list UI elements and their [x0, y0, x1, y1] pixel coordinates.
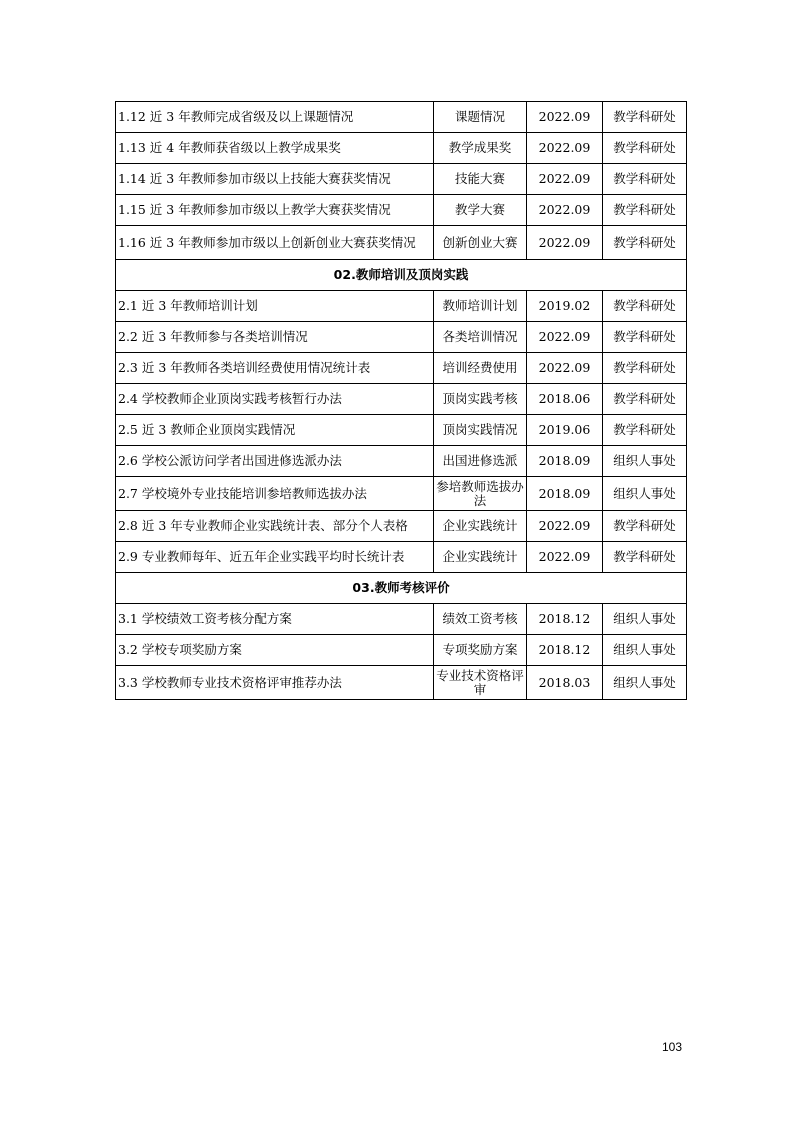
document-short-name: 专业技术资格评审 [434, 666, 527, 700]
responsible-department: 教学科研处 [603, 102, 687, 133]
document-name: 1.14 近 3 年教师参加市级以上技能大赛获奖情况 [116, 164, 434, 195]
table-row [116, 133, 687, 164]
section-heading: 02.教师培训及顶岗实践 [116, 260, 687, 291]
table-row [116, 102, 687, 133]
document-name: 2.9 专业教师每年、近五年企业实践平均时长统计表 [116, 542, 434, 573]
responsible-department: 组织人事处 [603, 477, 687, 511]
table-row [116, 666, 687, 700]
document-name: 2.8 近 3 年专业教师企业实践统计表、部分个人表格 [116, 511, 434, 542]
responsible-department: 教学科研处 [603, 384, 687, 415]
document-short-name: 创新创业大赛 [434, 226, 527, 260]
document-date: 2022.09 [527, 322, 603, 353]
table-row [116, 511, 687, 542]
responsible-department: 教学科研处 [603, 291, 687, 322]
document-date: 2022.09 [527, 226, 603, 260]
document-name: 3.1 学校绩效工资考核分配方案 [116, 604, 434, 635]
document-date: 2019.02 [527, 291, 603, 322]
table-row [116, 446, 687, 477]
responsible-department: 教学科研处 [603, 226, 687, 260]
responsible-department: 教学科研处 [603, 322, 687, 353]
document-name: 2.7 学校境外专业技能培训参培教师选拔办法 [116, 477, 434, 511]
responsible-department: 组织人事处 [603, 666, 687, 700]
document-short-name: 企业实践统计 [434, 542, 527, 573]
document-short-name: 出国进修选派 [434, 446, 527, 477]
table-row [116, 604, 687, 635]
document-short-name: 培训经费使用 [434, 353, 527, 384]
table-row [116, 635, 687, 666]
document-name: 1.13 近 4 年教师获省级以上教学成果奖 [116, 133, 434, 164]
document-short-name: 课题情况 [434, 102, 527, 133]
table-row [116, 542, 687, 573]
document-date: 2018.06 [527, 384, 603, 415]
document-short-name: 企业实践统计 [434, 511, 527, 542]
document-name: 3.3 学校教师专业技术资格评审推荐办法 [116, 666, 434, 700]
document-name: 2.2 近 3 年教师参与各类培训情况 [116, 322, 434, 353]
document-name: 2.4 学校教师企业顶岗实践考核暂行办法 [116, 384, 434, 415]
document-date: 2018.12 [527, 635, 603, 666]
document-name: 3.2 学校专项奖励方案 [116, 635, 434, 666]
table-row [116, 164, 687, 195]
table-row [116, 477, 687, 511]
document-name: 1.15 近 3 年教师参加市级以上教学大赛获奖情况 [116, 195, 434, 226]
table-row [116, 384, 687, 415]
document-short-name: 教学成果奖 [434, 133, 527, 164]
document-name: 1.12 近 3 年教师完成省级及以上课题情况 [116, 102, 434, 133]
responsible-department: 组织人事处 [603, 604, 687, 635]
responsible-department: 组织人事处 [603, 635, 687, 666]
document-index-table [115, 101, 687, 700]
document-date: 2022.09 [527, 195, 603, 226]
document-short-name: 专项奖励方案 [434, 635, 527, 666]
responsible-department: 教学科研处 [603, 353, 687, 384]
page-number: 103 [662, 1040, 683, 1054]
document-short-name: 技能大赛 [434, 164, 527, 195]
responsible-department: 教学科研处 [603, 133, 687, 164]
section-heading: 03.教师考核评价 [116, 573, 687, 604]
responsible-department: 教学科研处 [603, 542, 687, 573]
document-date: 2018.03 [527, 666, 603, 700]
table-row [116, 415, 687, 446]
document-name: 2.6 学校公派访问学者出国进修选派办法 [116, 446, 434, 477]
document-date: 2022.09 [527, 164, 603, 195]
table-row [116, 322, 687, 353]
document-short-name: 顶岗实践考核 [434, 384, 527, 415]
document-date: 2022.09 [527, 511, 603, 542]
document-date: 2018.12 [527, 604, 603, 635]
table-row [116, 291, 687, 322]
document-date: 2018.09 [527, 446, 603, 477]
document-short-name: 各类培训情况 [434, 322, 527, 353]
responsible-department: 教学科研处 [603, 164, 687, 195]
document-date: 2022.09 [527, 353, 603, 384]
table-row [116, 353, 687, 384]
responsible-department: 教学科研处 [603, 415, 687, 446]
document-name: 1.16 近 3 年教师参加市级以上创新创业大赛获奖情况 [116, 226, 434, 260]
document-date: 2019.06 [527, 415, 603, 446]
document-short-name: 参培教师选拔办法 [434, 477, 527, 511]
section-heading-row [116, 573, 687, 604]
document-name: 2.5 近 3 教师企业顶岗实践情况 [116, 415, 434, 446]
document-short-name: 教学大赛 [434, 195, 527, 226]
table-row [116, 226, 687, 260]
responsible-department: 教学科研处 [603, 511, 687, 542]
document-date: 2022.09 [527, 133, 603, 164]
responsible-department: 教学科研处 [603, 195, 687, 226]
table-row [116, 195, 687, 226]
document-short-name: 顶岗实践情况 [434, 415, 527, 446]
document-name: 2.1 近 3 年教师培训计划 [116, 291, 434, 322]
document-name: 2.3 近 3 年教师各类培训经费使用情况统计表 [116, 353, 434, 384]
document-date: 2022.09 [527, 102, 603, 133]
document-date: 2018.09 [527, 477, 603, 511]
document-short-name: 教师培训计划 [434, 291, 527, 322]
document-short-name: 绩效工资考核 [434, 604, 527, 635]
responsible-department: 组织人事处 [603, 446, 687, 477]
document-date: 2022.09 [527, 542, 603, 573]
section-heading-row [116, 260, 687, 291]
